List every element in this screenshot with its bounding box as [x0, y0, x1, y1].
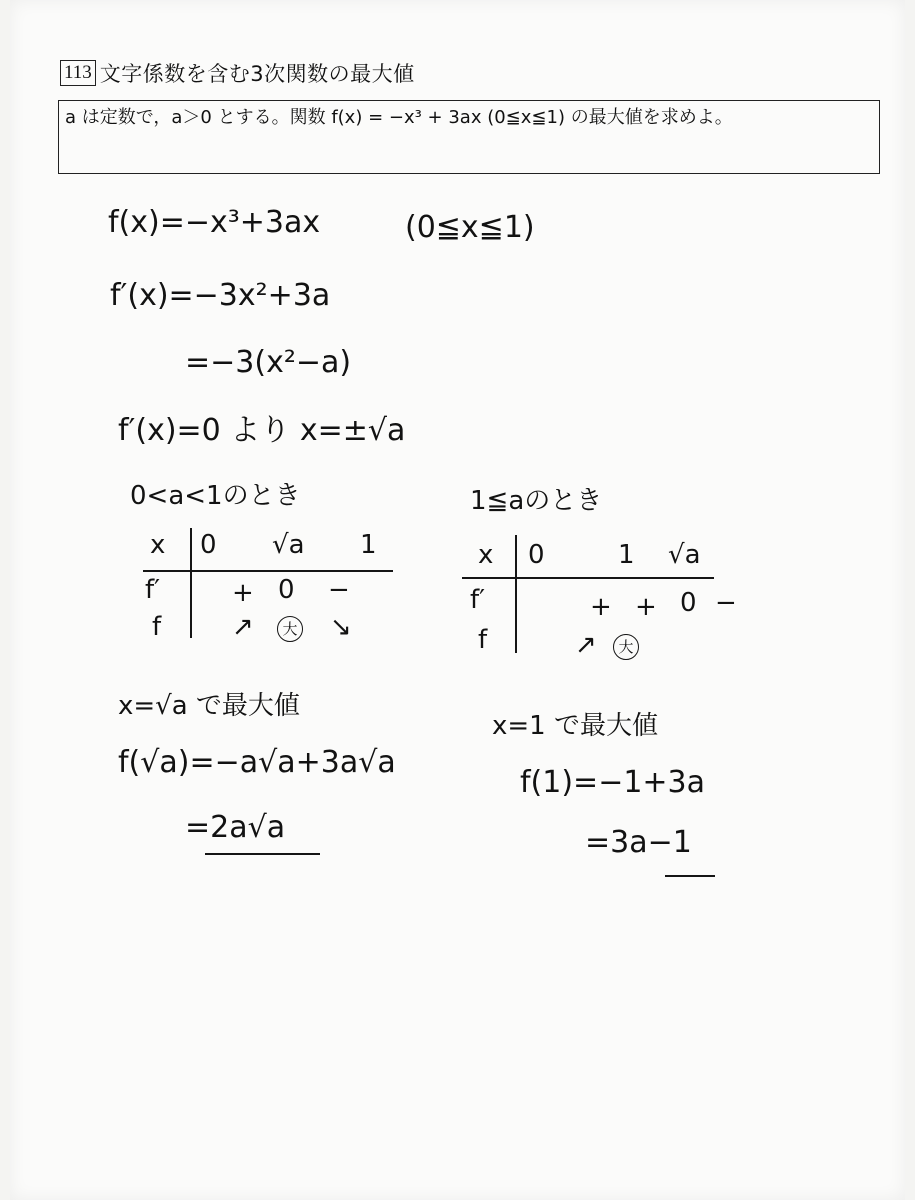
left-table-f-max: 大	[277, 616, 303, 642]
right-table-fp-label: f′	[470, 585, 486, 615]
right-table-x-1: 1	[618, 540, 635, 570]
problem-title: 文字係数を含む3次関数の最大値	[99, 62, 415, 86]
right-table-fp-zero: 0	[680, 588, 697, 618]
left-table-x-label: x	[150, 530, 166, 560]
right-table-fp-plus-1: +	[590, 592, 612, 622]
right-table-x-label: x	[478, 540, 494, 570]
left-table-x-1: 1	[360, 530, 377, 560]
right-table-x-sqrt-a: √a	[668, 540, 701, 570]
work-line-factored: =−3(x²−a)	[185, 345, 352, 380]
right-table-f-up-arrow: ↗	[575, 630, 597, 660]
question-box	[58, 100, 880, 174]
problem-header	[60, 58, 415, 88]
case-right-calc-1: f(1)=−1+3a	[520, 765, 706, 800]
left-table-f-up-arrow: ↗	[232, 612, 254, 642]
problem-number: 113	[60, 60, 96, 86]
right-table-horizontal-rule	[462, 577, 714, 579]
case-right-calc-2: =3a−1	[585, 825, 692, 860]
left-table-x-0: 0	[200, 530, 217, 560]
work-line-critical-points: f′(x)=0 より x=±√a	[118, 413, 406, 448]
right-table-f-label: f	[478, 625, 488, 655]
left-table-x-sqrt-a: √a	[272, 530, 305, 560]
left-table-vertical-rule	[190, 528, 192, 638]
right-table-vertical-rule	[515, 535, 517, 653]
case-left-calc-1: f(√a)=−a√a+3a√a	[118, 745, 396, 780]
left-table-fp-label: f′	[145, 575, 161, 605]
case-right-heading: 1≦aのとき	[470, 486, 603, 516]
case-left-heading: 0<a<1のとき	[130, 481, 301, 511]
question-text: a は定数で，a＞0 とする。関数 f(x) = −x³ + 3ax (0≦x≦1) の最大値を求めよ。	[65, 107, 733, 128]
left-table-horizontal-rule	[143, 570, 393, 572]
case-left-answer-underline	[205, 853, 320, 855]
left-table-fp-minus: −	[328, 575, 350, 605]
work-line-derivative: f′(x)=−3x²+3a	[110, 278, 331, 313]
case-left-conclusion: x=√a で最大値	[118, 691, 300, 721]
left-table-fp-zero: 0	[278, 575, 295, 605]
work-line-domain: (0≦x≦1)	[405, 210, 535, 245]
case-right-answer-underline	[665, 875, 715, 877]
case-right-conclusion: x=1 で最大値	[492, 711, 658, 741]
left-table-f-label: f	[152, 612, 162, 642]
left-table-f-down-arrow: ↘	[330, 612, 352, 642]
right-table-x-0: 0	[528, 540, 545, 570]
right-table-f-max: 大	[613, 634, 639, 660]
right-table-fp-plus-2: +	[635, 592, 657, 622]
work-line-function: f(x)=−x³+3ax	[108, 205, 321, 240]
case-left-calc-2: =2a√a	[185, 810, 286, 845]
left-table-fp-plus: +	[232, 578, 254, 608]
right-table-fp-minus: −	[715, 588, 737, 618]
